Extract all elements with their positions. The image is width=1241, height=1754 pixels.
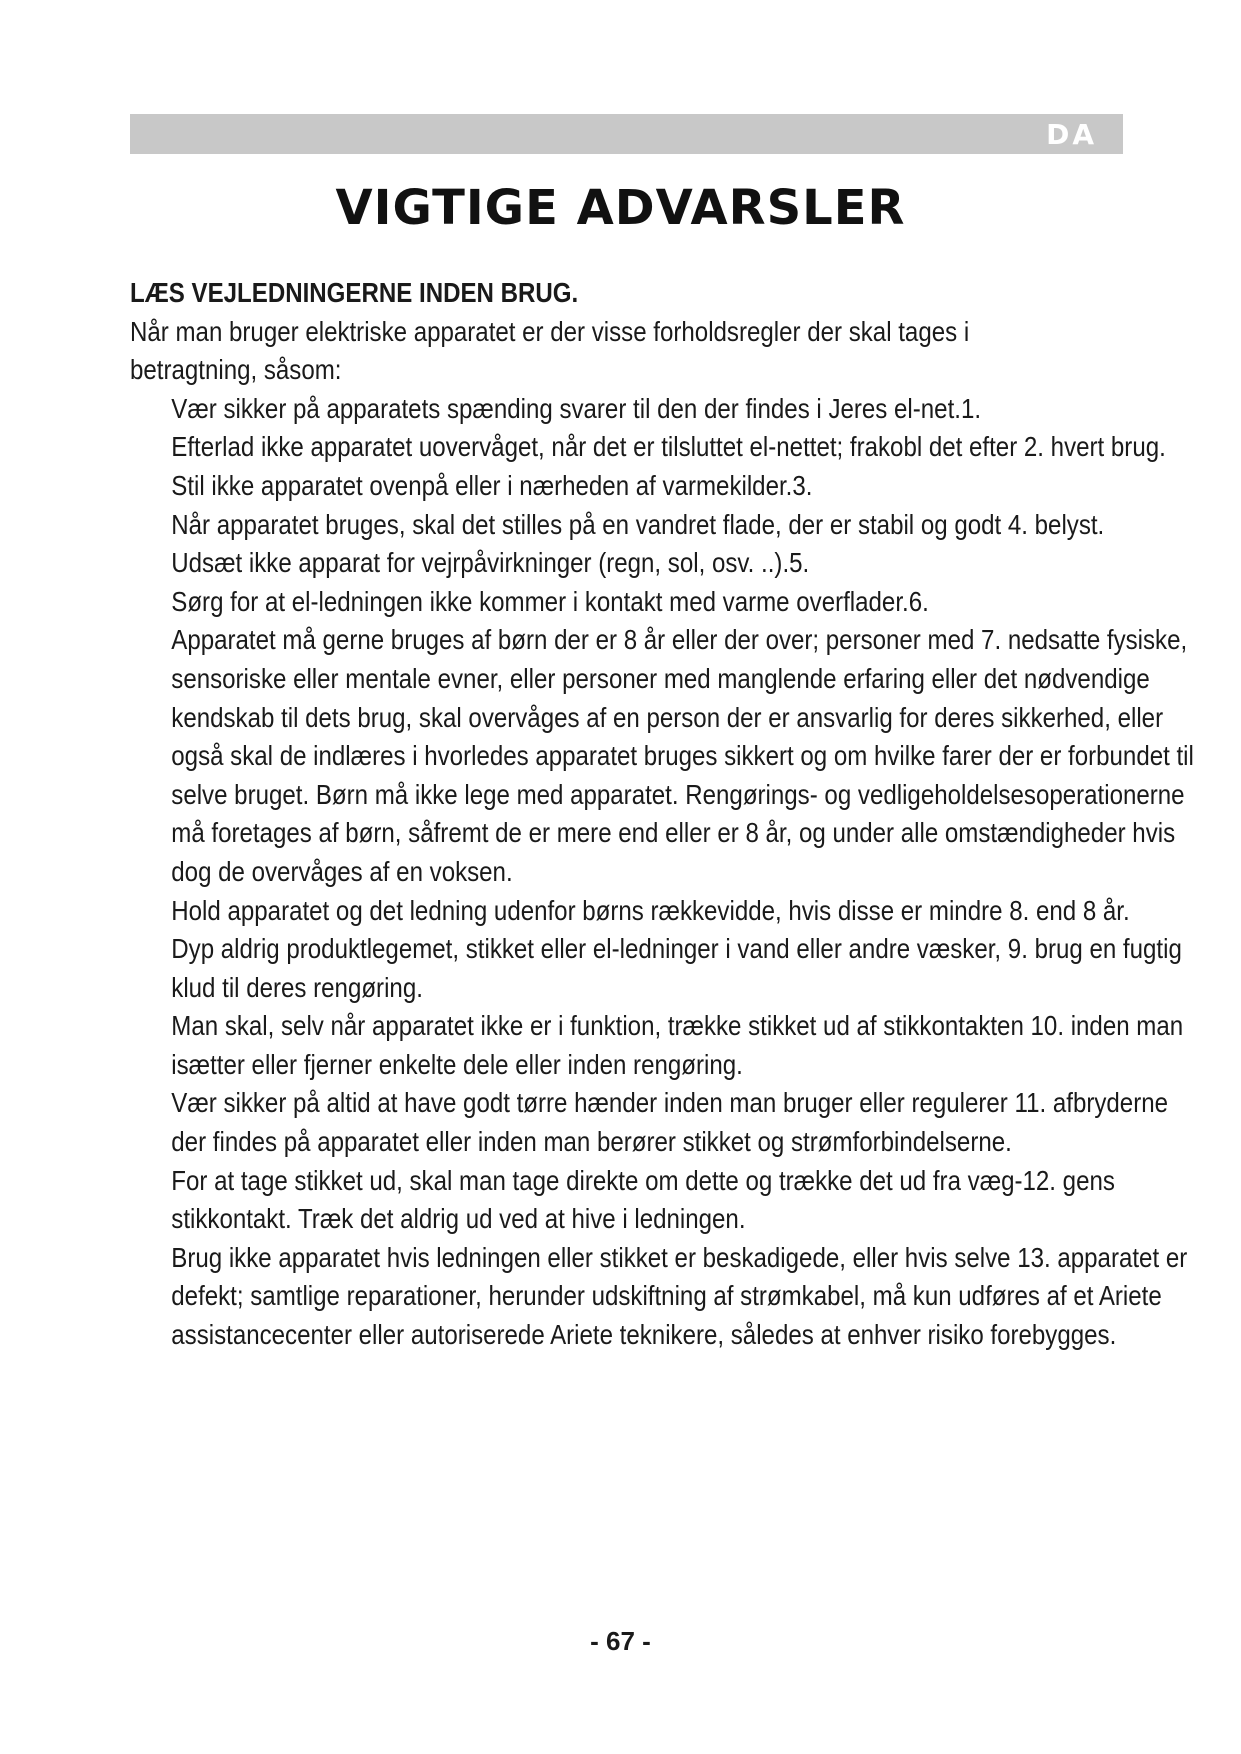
list-item: Stil ikke apparatet ovenpå eller i nærheden af varmekilder.3. <box>171 469 813 501</box>
language-code: DA <box>1046 118 1097 151</box>
list-item: Vær sikker på altid at have godt tørre hænder inden man bruger eller regulerer 11. afbryderne der findes på apparatet eller inden man berører stikket og strømforbindelserne. <box>171 1087 1169 1158</box>
list-item: Efterlad ikke apparatet uovervåget, når det er tilsluttet el-nettet; frakobl det efter 2. hvert brug. <box>171 431 1166 463</box>
page-title: VIGTIGE ADVARSLER <box>335 180 906 236</box>
list-item: Hold apparatet og det ledning udenfor børns rækkevidde, hvis disse er mindre 8. end 8 år. <box>171 894 1130 926</box>
language-bar <box>130 114 1123 154</box>
list-item: Udsæt ikke apparat for vejrpåvirkninger (regn, sol, osv. ..).5. <box>171 547 810 579</box>
list-item: Brug ikke apparatet hvis ledningen eller stikket er beskadigede, eller hvis selve 13. apparatet er defekt; samtlige reparationer, herunder udskiftning af strømkabel, må kun udføres af et Ariete assistancecenter eller autoriserede Ariete teknikere, således at enhver risiko forebygges. <box>171 1241 1188 1351</box>
list-item: Apparatet må gerne bruges af børn der er 8 år eller der over; personer med 7. nedsatte fysiske, sensoriske eller mentale evner, eller personer med manglende erfaring eller det nødvendige kendskab til dets brug, skal overvåges af en person der er ansvarlig for deres sikkerhed, eller også skal de indlæres i hvorledes apparatet bruges sikkert og om hvilke farer der er forbundet til selve bruget. Børn må ikke lege med apparatet. Rengørings- og vedligeholdelsesoperationerne må foretages af børn, såfremt de er mere end eller er 8 år, og under alle omstændigheder hvis dog de overvåges af en voksen. <box>171 624 1194 887</box>
list-item: For at tage stikket ud, skal man tage direkte om dette og trække det ud fra væg-12. gens stikkontakt. Træk det aldrig ud ved at hive i ledningen. <box>171 1164 1115 1235</box>
list-item: Man skal, selv når apparatet ikke er i funktion, trække stikket ud af stikkontakten 10. inden man isætter eller fjerner enkelte dele eller inden rengøring. <box>171 1010 1184 1080</box>
warnings-list <box>130 390 1194 1355</box>
list-item: Sørg for at el-ledningen ikke kommer i kontakt med varme overflader.6. <box>171 585 929 617</box>
document-body <box>130 274 1194 1355</box>
list-item: Dyp aldrig produktlegemet, stikket eller el-ledninger i vand eller andre væsker, 9. brug en fugtig klud til deres rengøring. <box>171 933 1182 1003</box>
list-item: Når apparatet bruges, skal det stilles på en vandret flade, der er stabil og godt 4. belyst. <box>171 508 1105 540</box>
list-item: Vær sikker på apparatets spænding svarer til den der findes i Jeres el-net.1. <box>171 392 982 424</box>
page-number: - 67 - <box>590 1626 651 1656</box>
intro-paragraph: Når man bruger elektriske apparatet er der visse forholdsregler der skal tages i betragtning, såsom: <box>130 315 970 386</box>
section-heading: LÆS VEJLEDNINGERNE INDEN BRUG. <box>130 277 579 308</box>
